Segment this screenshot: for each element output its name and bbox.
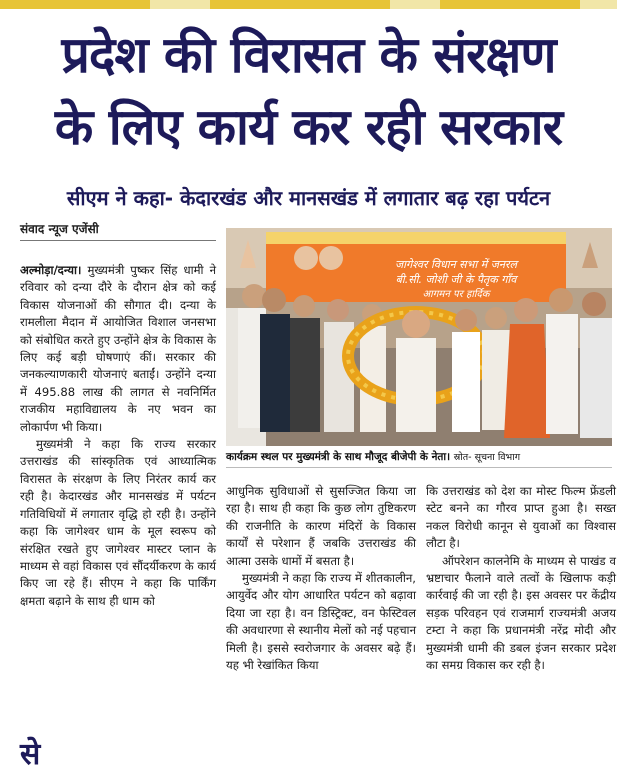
next-headline-text: से bbox=[20, 737, 41, 772]
byline: संवाद न्यूज एजेंसी bbox=[20, 222, 99, 236]
article-column-right bbox=[426, 483, 616, 674]
article-column-middle bbox=[226, 483, 416, 674]
strip-segment bbox=[210, 0, 390, 9]
strip-segment bbox=[440, 0, 580, 9]
photo-credit: स्रोत- सूचना विभाग bbox=[453, 452, 521, 463]
rally-photo-illustration bbox=[226, 228, 612, 446]
top-color-strip bbox=[0, 0, 617, 9]
headline-line-2: के लिए कार्य कर रही सरकार bbox=[54, 98, 563, 156]
paragraph: कि उत्तराखंड को देश का मोस्ट फिल्म फ्रेंडली स्टेट बनने का गौरव प्राप्त हुआ है। सख्त नकल विरोधी कानून से युवाओं का विश्वास लौटा है। bbox=[426, 484, 616, 551]
paragraph: मुख्यमंत्री ने कहा कि राज्य सरकार उत्तराखंड की सांस्कृतिक एवं आध्यात्मिक विरासत के संरक्षण के लिए निरंतर कार्य कर रही है। केदारखंड और मानसखंड में पर्यटन गतिविधियों में लगातार वृद्धि हो रही है। उन्होंने कहा कि जागेश्वर धाम के मूल स्वरूप को संरक्षित रखते हुए जागेश्वर मास्टर प्लान के माध्यम से वहां विकास एवं सौंदर्यीकरण के कार्य किए जा रहे हैं। सीएम ने कहा कि पार्किंग क्षमता बढ़ाने के साथ ही धाम को bbox=[20, 437, 216, 608]
dateline: अल्मोड़ा/दन्या। bbox=[20, 263, 82, 277]
paragraph-text: मुख्यमंत्री पुष्कर सिंह धामी ने रविवार को दन्या दौरे के दौरान क्षेत्र को कई विकास योजनाओं की सौगात दी। दन्या के रामलीला मैदान में आयोजित विशाल जनसभा को संबोधित करते हुए उन्होंने क्षेत्र के विकास के लिए कई बड़ी घोषणाएं कीं। सरकार की जनकल्याणकारी योजनाएं बताईं। उन्होंने दन्या में 495.88 लाख की लागत से नवनिर्मित राजकीय महाविद्यालय के नए भवन का लोकार्पण भी किया। bbox=[20, 263, 217, 434]
byline-divider bbox=[20, 240, 216, 241]
news-photo bbox=[226, 228, 612, 446]
banner-text-2: बी.सी. जोशी जी के पैतृक गाँव bbox=[395, 273, 517, 286]
banner-text-3: आगमन पर हार्दिक bbox=[422, 289, 490, 300]
paragraph: ऑपरेशन कालनेमि के माध्यम से पाखंड व भ्रष्टाचार फैलाने वाले तत्वों के खिलाफ कड़ी कार्रवाई की जा रही है। इस अवसर पर केंद्रीय सड़क परिवहन एवं राजमार्ग राज्यमंत्री अजय टम्टा ने कहा कि प्रधानमंत्री नरेंद्र मोदी और मुख्यमंत्री धामी की डबल इंजन सरकार प्रदेश का समग्र विकास कर रही है। bbox=[426, 553, 616, 673]
article-column-left bbox=[20, 262, 216, 610]
paragraph: मुख्यमंत्री ने कहा कि राज्य में शीतकालीन, आयुर्वेद और योग आधारित पर्यटन को बढ़ावा दिया जा रहा है। वन डिस्ट्रिक्ट, वन फेस्टिवल की अवधारणा से स्थानीय मेलों को नई पहचान मिली है। इससे स्वरोजगार के अवसर बढ़े हैं। यह भी रेखांकित किया bbox=[226, 571, 416, 673]
headline-line-1: प्रदेश की विरासत के संरक्षण bbox=[61, 26, 556, 84]
photo-caption bbox=[226, 448, 612, 468]
strip-segment bbox=[0, 0, 150, 9]
banner-text-1: जागेश्वर विधान सभा में जनरल bbox=[395, 258, 517, 271]
subheadline: सीएम ने कहा- केदारखंड और मानसखंड में लगातार बढ़ रहा पर्यटन bbox=[66, 186, 551, 210]
next-headline-fragment bbox=[20, 736, 320, 772]
paragraph-lead bbox=[20, 262, 216, 436]
paragraph: आधुनिक सुविधाओं से सुसज्जित किया जा रहा है। साथ ही कहा कि कुछ लोग तुष्टिकरण की राजनीति के कारण मंदिरों के विकास कार्यों से परेशान हैं जबकि उत्तराखंड की आत्मा उसके धामों में बसता है। bbox=[226, 484, 416, 568]
caption-text: कार्यक्रम स्थल पर मुख्यमंत्री के साथ मौजूद बीजेपी के नेता। bbox=[226, 451, 451, 463]
